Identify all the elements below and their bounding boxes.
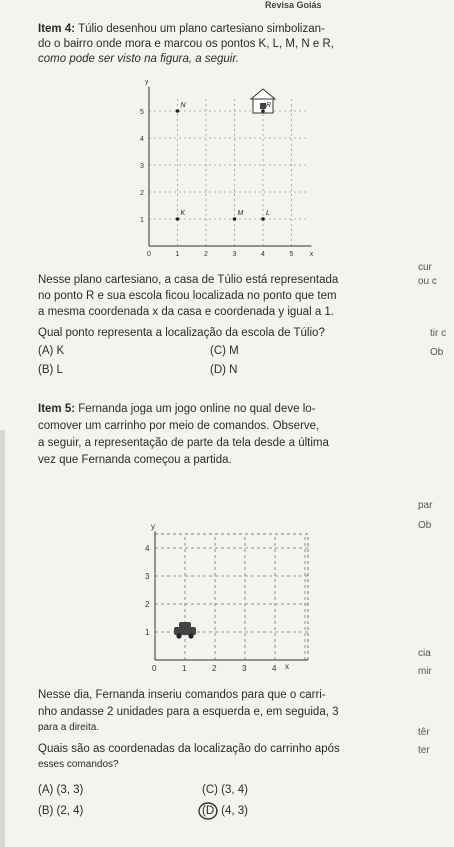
item5-body-line2: nho andasse 2 unidades para a esquerda e, em seguida, 3 [38, 706, 339, 718]
item4-body-line3: a mesma coordenada x da casa e coordenada y igual a 1. [38, 306, 334, 318]
item5-option-b[interactable]: (B) (2, 4) [38, 805, 84, 817]
x-tick-label: 3 [232, 251, 237, 258]
item5-question-line2: esses comandos? [38, 759, 119, 770]
point-label: N [180, 102, 186, 109]
selected-answer-circle-mark [197, 800, 223, 822]
margin-fragment-5: par [418, 500, 433, 511]
margin-fragment-8: mir [418, 666, 432, 677]
item5-heading: Item 5: [38, 403, 76, 415]
item4-body-line2: no ponto R e sua escola ficou localizada no ponto que tem [38, 290, 337, 302]
y-tick-label: 5 [140, 109, 144, 116]
x-tick-label: 4 [272, 664, 277, 673]
margin-fragment-2: ou c [418, 276, 437, 287]
x-axis-label: x [285, 662, 289, 671]
item4-body-line1: Nesse plano cartesiano, a casa de Túlio está representada [38, 274, 339, 286]
car-wheel-icon [176, 633, 181, 638]
y-axis-label: y [145, 80, 149, 86]
item4-option-b[interactable]: (B) L [38, 364, 63, 376]
x-tick-label: 4 [261, 251, 265, 258]
item5-option-d-label: (D) (4, 3) [202, 805, 248, 817]
item4-intro-line1 [38, 22, 325, 37]
item5-body-line3: para a direita. [38, 722, 100, 733]
point-marker [261, 217, 265, 221]
y-tick-label: 4 [145, 544, 150, 553]
x-tick-label: 3 [242, 664, 247, 673]
y-tick-label: 2 [145, 600, 150, 609]
item4-intro-text1: Túlio desenhou um plano cartesiano simbolizan- [78, 23, 325, 35]
item5-intro-line1 [38, 402, 315, 417]
y-tick-label: 1 [145, 628, 150, 637]
item4-cartesian-graph [125, 80, 315, 265]
car-cabin-icon [179, 622, 191, 628]
y-axis-label: y [151, 522, 155, 532]
y-tick-label: 2 [140, 190, 144, 197]
x-tick-label: 1 [182, 664, 187, 673]
house-roof-icon [251, 89, 275, 99]
item4-option-c[interactable]: (C) M [210, 345, 239, 357]
page-edge-shadow [0, 430, 5, 847]
item4-intro-line3: como pode ser visto na figura, a seguir. [38, 53, 239, 65]
margin-fragment-1: cur [418, 262, 432, 273]
item4-graph-group [140, 80, 314, 258]
y-tick-label: 3 [145, 572, 150, 581]
margin-fragment-7: cia [418, 648, 431, 659]
point-label: R [266, 102, 272, 109]
item5-intro-line4: vez que Fernanda começou a partida. [38, 454, 232, 466]
point-label: K [180, 210, 186, 217]
item5-intro-line2: comover um carrinho por meio de comandos. Observe, [38, 420, 320, 432]
item4-option-d[interactable]: (D) N [210, 364, 238, 376]
item5-question-line1: Quais são as coordenadas da localização do carrinho após [38, 743, 340, 755]
item5-option-a[interactable]: (A) (3, 3) [38, 784, 84, 796]
item5-game-grid [135, 505, 315, 680]
margin-fragment-9: têr [418, 727, 430, 738]
y-tick-label: 4 [140, 136, 144, 143]
car-wheel-icon [188, 633, 193, 638]
x-tick-label: 5 [289, 251, 294, 258]
grid-border [155, 534, 308, 660]
x-tick-label: 0 [147, 251, 151, 258]
x-tick-label: 0 [152, 664, 157, 673]
item4-intro-line2: do o bairro onde mora e marcou os pontos K, L, M, N e R, [38, 38, 334, 50]
item4-question: Qual ponto representa a localização da escola de Túlio? [38, 327, 325, 339]
item5-body-line1: Nesse dia, Fernanda inseriu comandos para que o carri- [38, 689, 326, 701]
margin-fragment-10: ter [418, 745, 430, 756]
y-tick-label: 3 [140, 163, 144, 170]
x-tick-label: 2 [212, 664, 217, 673]
item5-intro-line3: a seguir, a representação de parte da tela desde a última [38, 437, 329, 449]
point-label: L [266, 210, 270, 217]
margin-fragment-6: Ob [418, 520, 432, 531]
item5-intro-text1: Fernanda joga um jogo online no qual deve lo- [78, 403, 316, 415]
item4-option-a[interactable]: (A) K [38, 345, 65, 357]
point-marker [233, 217, 237, 221]
header-title: Revisa Goiás [265, 0, 322, 10]
car-icon [174, 627, 196, 635]
margin-fragment-3: tir c [430, 328, 447, 339]
x-axis-label: x [309, 251, 314, 258]
x-tick-label: 2 [204, 251, 208, 258]
page-header [0, 0, 454, 10]
point-marker [176, 217, 180, 221]
item5-graph-group [145, 522, 308, 673]
point-marker [261, 109, 265, 113]
margin-fragment-4: Ob [430, 347, 444, 358]
y-tick-label: 1 [140, 217, 144, 224]
item4-heading: Item 4: [38, 23, 76, 35]
point-label: M [237, 210, 244, 217]
x-tick-label: 1 [175, 251, 180, 258]
point-marker [176, 109, 180, 113]
item5-option-c[interactable]: (C) (3, 4) [202, 784, 248, 796]
